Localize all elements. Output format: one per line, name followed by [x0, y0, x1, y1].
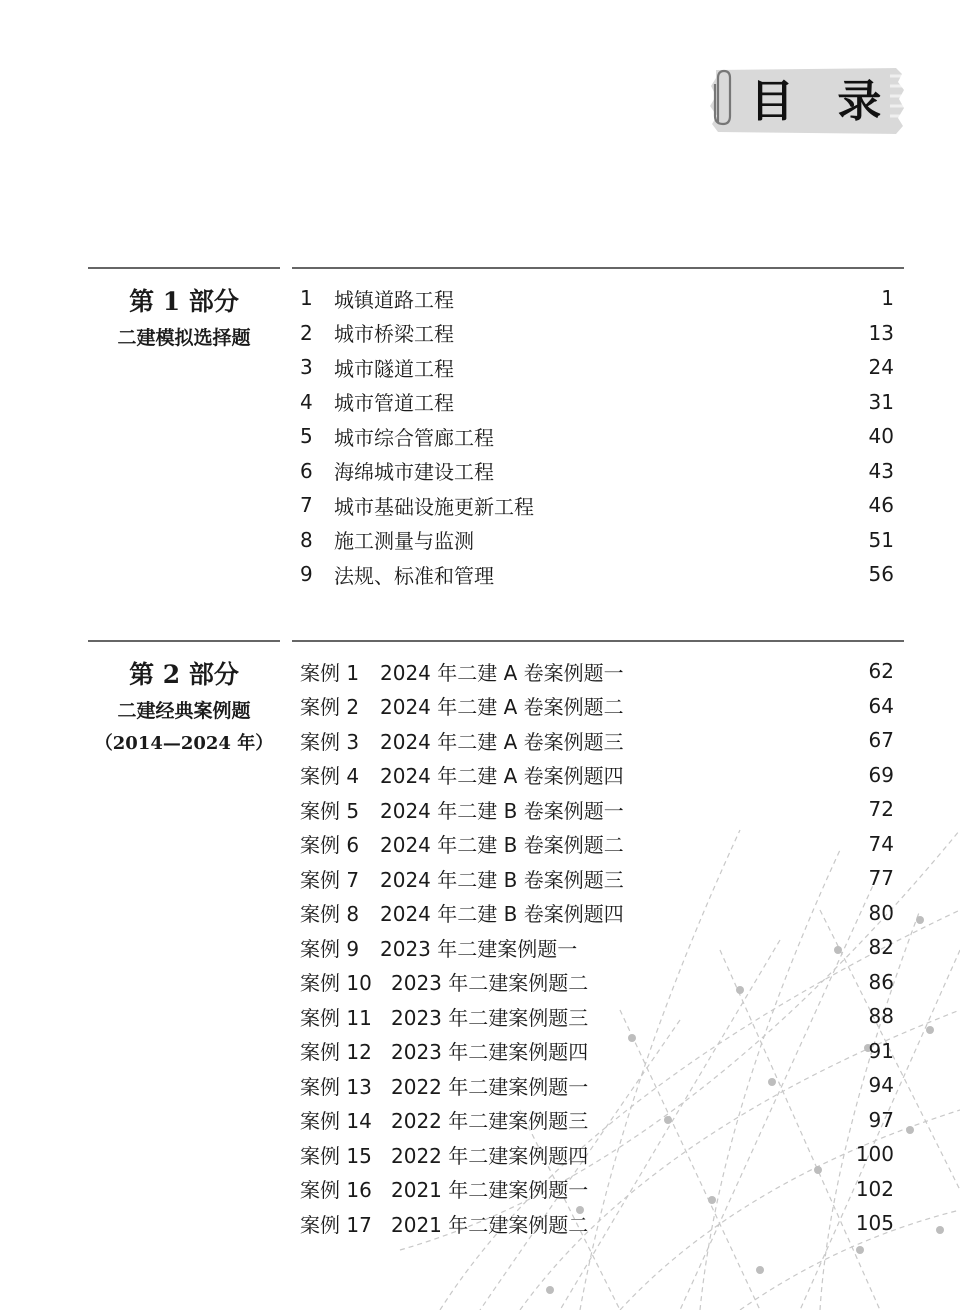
case-label: 案例 3: [300, 729, 360, 754]
toc-entry[interactable]: [300, 281, 894, 316]
case-label: 案例 4: [300, 764, 360, 789]
page-number: 56: [868, 562, 894, 587]
case-label: 案例 16: [300, 1178, 372, 1203]
part2-divider: [292, 640, 904, 642]
page-number: 51: [868, 527, 894, 552]
entry-title: 2024 年二建 A 卷案例题三: [380, 729, 624, 754]
entry-title: 施工测量与监测: [334, 529, 474, 554]
chapter-number: 9: [300, 562, 313, 587]
toc-entry[interactable]: [300, 999, 894, 1034]
part2-years: （2014—2024 年）: [94, 733, 274, 754]
page-number: 46: [868, 493, 894, 518]
case-label: 案例 10: [300, 971, 372, 996]
toc-entry[interactable]: [300, 827, 894, 862]
toc-entry[interactable]: [300, 523, 894, 558]
entry-title: 城市隧道工程: [334, 356, 454, 381]
toc-entry[interactable]: [300, 723, 894, 758]
case-label: 案例 6: [300, 833, 360, 858]
page-number: 40: [868, 424, 894, 449]
page-number: 13: [868, 320, 894, 345]
page-number: 102: [855, 1176, 894, 1201]
page-number: 24: [868, 355, 894, 380]
entry-title: 城市基础设施更新工程: [334, 494, 534, 519]
entry-title: 2024 年二建 A 卷案例题四: [380, 764, 624, 789]
case-label: 案例 13: [300, 1074, 372, 1099]
page-number: 74: [868, 831, 894, 856]
toc-entry[interactable]: [300, 488, 894, 523]
page-number: 86: [868, 969, 894, 994]
part1-subtitle: 二建模拟选择题: [117, 327, 251, 349]
case-label: 案例 5: [300, 798, 360, 823]
page-number: 62: [868, 659, 894, 684]
toc-title-tag: [710, 68, 904, 134]
entry-title: 2024 年二建 A 卷案例题一: [380, 660, 624, 685]
page-number: 1: [881, 286, 894, 311]
page-number: 105: [855, 1211, 894, 1236]
case-label: 案例 9: [300, 936, 360, 961]
page-number: 91: [868, 1038, 894, 1063]
chapter-number: 3: [300, 355, 313, 380]
entry-title: 城市综合管廊工程: [334, 425, 494, 450]
page-number: 100: [855, 1142, 894, 1167]
chapter-number: 2: [300, 320, 313, 345]
case-label: 案例 15: [300, 1143, 372, 1168]
entry-title: 2022 年二建案例题四: [391, 1143, 589, 1168]
entry-title: 2022 年二建案例题三: [391, 1109, 589, 1134]
entry-title: 2022 年二建案例题一: [391, 1074, 589, 1099]
page-number: 31: [868, 389, 894, 414]
case-label: 案例 11: [300, 1005, 372, 1030]
case-label: 案例 8: [300, 902, 360, 927]
case-label: 案例 2: [300, 695, 360, 720]
part2-subtitle: 二建经典案例题: [117, 700, 251, 722]
entry-title: 城市桥梁工程: [334, 322, 454, 347]
toc-entry[interactable]: [300, 557, 894, 592]
toc-entry[interactable]: [300, 316, 894, 351]
entry-title: 2021 年二建案例题二: [391, 1212, 589, 1237]
toc-entry[interactable]: [300, 654, 894, 689]
toc-entry[interactable]: [300, 1103, 894, 1138]
chapter-number: 7: [300, 493, 313, 518]
toc-entry[interactable]: [300, 792, 894, 827]
page-number: 94: [868, 1073, 894, 1098]
toc-entry[interactable]: [300, 758, 894, 793]
toc-entry[interactable]: [300, 1034, 894, 1069]
toc-entry[interactable]: [300, 1068, 894, 1103]
page-number: 97: [868, 1107, 894, 1132]
part1-heading: 第 1 部分: [129, 287, 239, 316]
page-number: 80: [868, 900, 894, 925]
page-number: 43: [868, 458, 894, 483]
page-number: 88: [868, 1004, 894, 1029]
part1-toc-list: [300, 281, 894, 592]
page-title: 目 录: [750, 76, 896, 127]
chapter-number: 4: [300, 389, 313, 414]
page-number: 67: [868, 728, 894, 753]
page-number: 82: [868, 935, 894, 960]
toc-entry[interactable]: [300, 1206, 894, 1241]
part2-heading: 第 2 部分: [129, 660, 239, 689]
toc-entry[interactable]: [300, 930, 894, 965]
entry-title: 2024 年二建 B 卷案例题四: [380, 902, 624, 927]
chapter-number: 8: [300, 527, 313, 552]
toc-entry[interactable]: [300, 1172, 894, 1207]
entry-title: 2023 年二建案例题四: [391, 1040, 589, 1065]
part2-toc-list: [300, 654, 894, 1241]
chapter-number: 5: [300, 424, 313, 449]
page-number: 72: [868, 797, 894, 822]
toc-entry[interactable]: [300, 454, 894, 489]
page-number: 64: [868, 693, 894, 718]
entry-title: 2023 年二建案例题三: [391, 1005, 589, 1030]
entry-title: 2024 年二建 B 卷案例题三: [380, 867, 624, 892]
entry-title: 2024 年二建 B 卷案例题二: [380, 833, 624, 858]
entry-title: 2024 年二建 A 卷案例题二: [380, 695, 624, 720]
toc-entry[interactable]: [300, 896, 894, 931]
page-number: 69: [868, 762, 894, 787]
chapter-number: 1: [300, 286, 313, 311]
toc-entry[interactable]: [300, 965, 894, 1000]
paperclip-icon: [710, 68, 736, 128]
toc-entry[interactable]: [300, 861, 894, 896]
entry-title: 城镇道路工程: [334, 287, 454, 312]
entry-title: 2023 年二建案例题一: [380, 936, 578, 961]
case-label: 案例 1: [300, 660, 360, 685]
entry-title: 2023 年二建案例题二: [391, 971, 589, 996]
toc-entry[interactable]: [300, 689, 894, 724]
case-label: 案例 17: [300, 1212, 372, 1237]
case-label: 案例 12: [300, 1040, 372, 1065]
toc-entry[interactable]: [300, 385, 894, 420]
toc-entry[interactable]: [300, 350, 894, 385]
case-label: 案例 14: [300, 1109, 372, 1134]
chapter-number: 6: [300, 458, 313, 483]
part1-divider: [292, 267, 904, 269]
page-number: 77: [868, 866, 894, 891]
toc-entry[interactable]: [300, 419, 894, 454]
entry-title: 城市管道工程: [334, 391, 454, 416]
toc-entry[interactable]: [300, 1137, 894, 1172]
entry-title: 法规、标准和管理: [334, 563, 494, 588]
part1-heading-block: [88, 267, 280, 355]
entry-title: 2021 年二建案例题一: [391, 1178, 589, 1203]
part2-heading-block: [88, 640, 280, 760]
entry-title: 海绵城市建设工程: [334, 460, 494, 485]
case-label: 案例 7: [300, 867, 360, 892]
entry-title: 2024 年二建 B 卷案例题一: [380, 798, 624, 823]
